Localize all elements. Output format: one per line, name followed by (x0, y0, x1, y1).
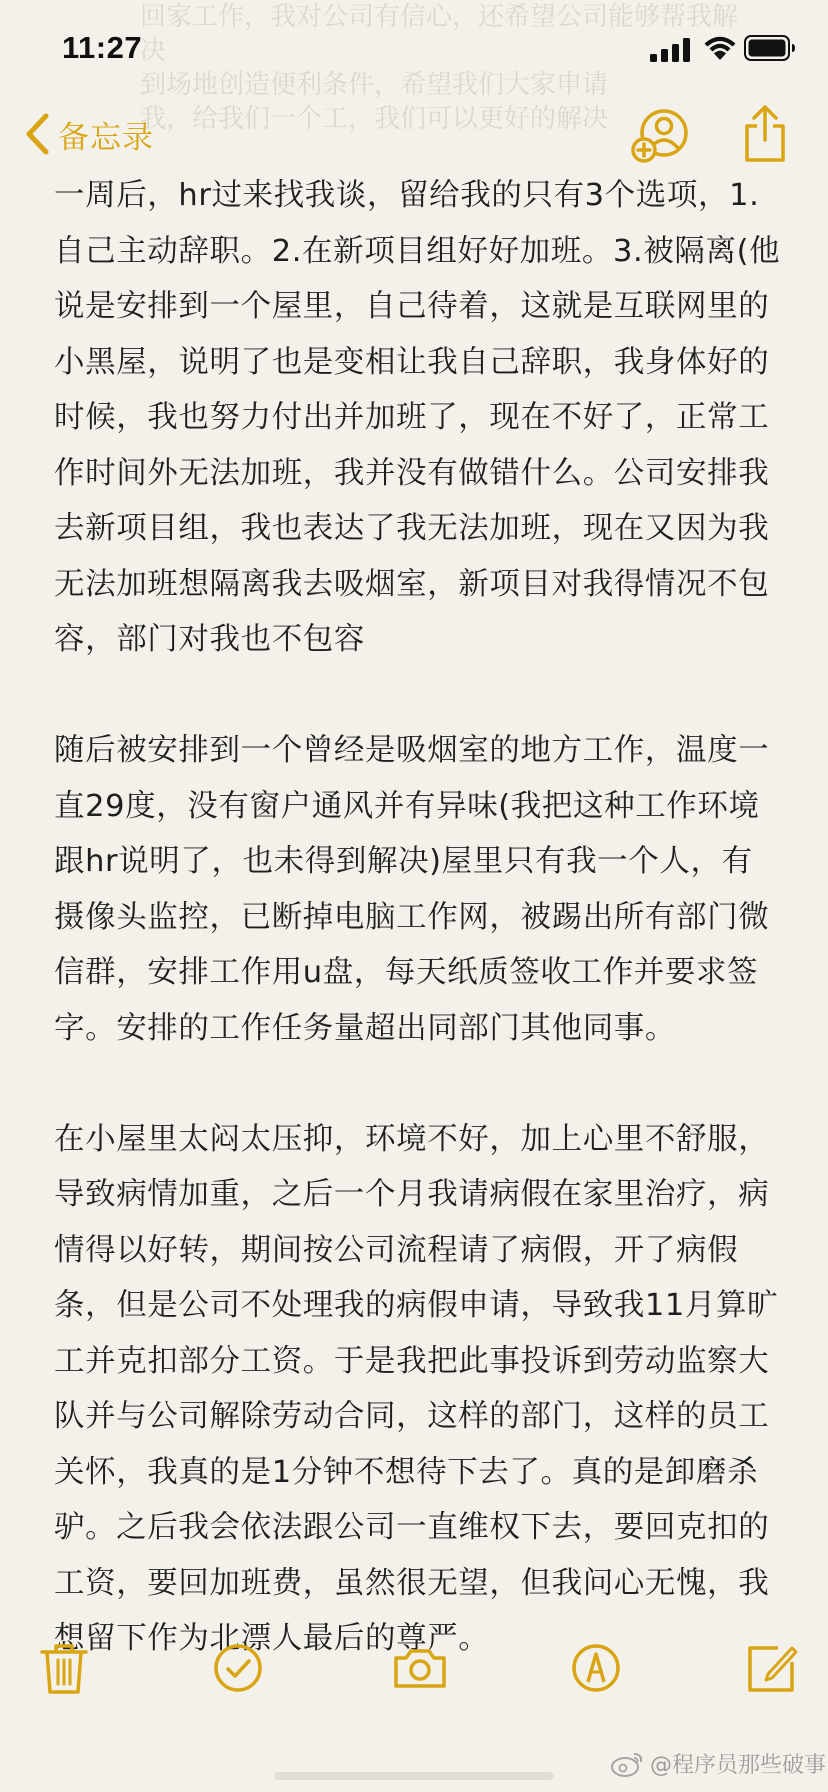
wifi-icon (703, 34, 737, 62)
home-indicator (274, 1772, 554, 1780)
chevron-left-icon (22, 112, 52, 156)
back-label: 备忘录 (58, 119, 154, 156)
ghost-line: 回家工作，我对公司有信心，还希望公司能够帮我解决 (140, 2, 739, 66)
compose-button[interactable] (742, 1638, 802, 1698)
checklist-button[interactable] (208, 1638, 268, 1698)
battery-icon (744, 35, 796, 61)
checklist-icon (208, 1638, 268, 1698)
camera-button[interactable] (390, 1638, 450, 1698)
watermark-text: @程序员那些破事 (650, 1753, 827, 1778)
share-icon[interactable] (740, 104, 790, 164)
cellular-signal-icon (650, 38, 694, 62)
ghost-line: 我，给我们一个工，我们可以更好的解决 (140, 104, 609, 134)
note-paragraph: 在小屋里太闷太压抑，环境不好，加上心里不舒服，导致病情加重，之后一个月我请病假在家里治疗，病情得以好转，期间按公司流程请了病假，开了病假条，但是公司不处理我的病假申请，导致我11月算旷工并克扣部分工资。于是我把此事投诉到劳动监察大队并与公司解除劳动合同，这样的部门，这样的员工关怀，我真的是1分钟不想待下去了。真的是卸磨杀驴。之后我会依法跟公司一直维权下去，要回克扣的工资，要回加班费，虽然很无望，但我问心无愧，我想留下作为北漂人最后的尊严。 (54, 1121, 779, 1656)
status-bar (0, 0, 828, 96)
note-paragraph: 随后被安排到一个曾经是吸烟室的地方工作，温度一直29度，没有窗户通风并有异味(我把这种工作环境跟hr说明了，也未得到解决)屋里只有我一个人，有摄像头监控，已断掉电脑工作网，被踢出所有部门微信群，安排工作用u盘，每天纸质签收工作并要求签字。安排的工作任务量超出同部门其他同事。 (54, 733, 770, 1046)
bottom-toolbar (0, 1628, 828, 1718)
watermark (610, 1748, 826, 1779)
weibo-logo-icon (610, 1750, 644, 1778)
add-person-icon[interactable] (630, 106, 692, 164)
note-paragraph: 一周后，hr过来找我谈，留给我的只有3个选项，1.自己主动辞职。2.在新项目组好好加班。3.被隔离(他说是安排到一个屋里，自己待着，这就是互联网里的小黑屋，说明了也是变相让我自己辞职，我身体好的时候，我也努力付出并加班了，现在不好了，正常工作时间外无法加班，我并没有做错什么。公司安排我去新项目组，我也表达了我无法加班，现在又因为我无法加班想隔离我去吸烟室，新项目对我得情况不包容，部门对我也不包容 (54, 178, 781, 657)
compose-icon (742, 1638, 802, 1698)
navigation-bar (0, 100, 828, 170)
status-time: 11:27 (62, 30, 143, 65)
note-body[interactable] (54, 168, 782, 1722)
markup-pen-icon (566, 1638, 626, 1698)
back-button[interactable] (22, 106, 154, 162)
ghost-line: 到场地创造便利条件，希望我们大家申请 (140, 70, 609, 100)
camera-icon (390, 1638, 450, 1698)
delete-button[interactable] (34, 1638, 94, 1698)
trash-icon (34, 1638, 94, 1698)
markup-button[interactable] (566, 1638, 626, 1698)
